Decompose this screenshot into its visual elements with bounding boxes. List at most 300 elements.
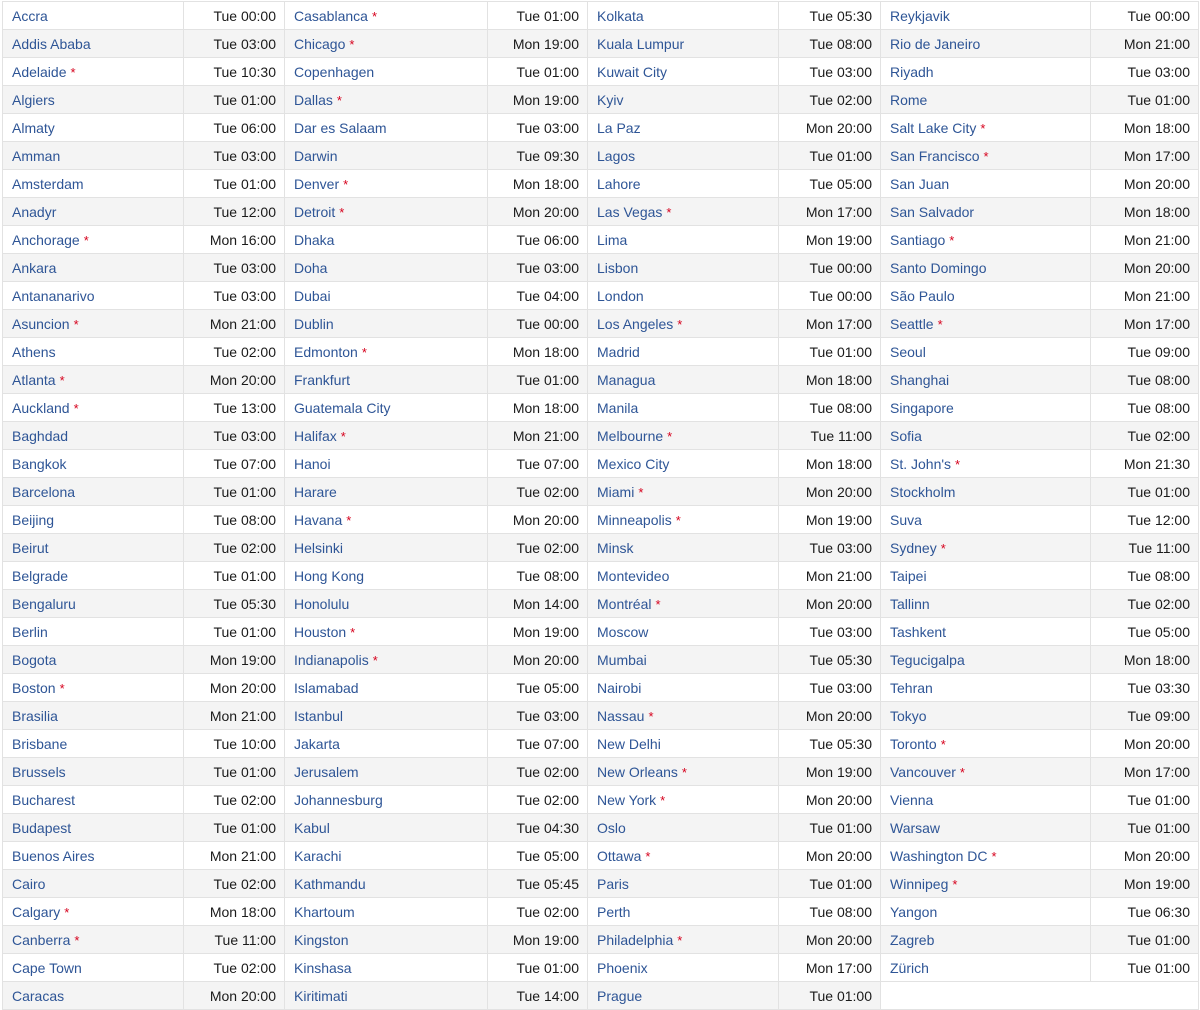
city-link[interactable]: Seattle — [890, 315, 934, 332]
city-link[interactable]: Manila — [597, 399, 639, 416]
city-cell — [285, 786, 488, 814]
table-row — [3, 618, 1199, 646]
city-cell — [3, 982, 184, 1010]
city-link[interactable]: Zagreb — [890, 931, 935, 948]
city-link[interactable]: Singapore — [890, 399, 954, 416]
time-value: Tue 02:00 — [488, 478, 588, 506]
time-value: Tue 03:00 — [779, 618, 881, 646]
city-link[interactable]: Tegucigalpa — [890, 651, 965, 668]
city-link[interactable]: Karachi — [294, 847, 342, 864]
city-link[interactable]: Tokyo — [890, 707, 927, 724]
time-value: Tue 08:00 — [779, 394, 881, 422]
city-link[interactable]: Asuncion — [12, 315, 70, 332]
city-link[interactable]: Managua — [597, 371, 656, 388]
dst-indicator: * — [677, 316, 683, 332]
city-link[interactable]: Toronto — [890, 735, 937, 752]
city-cell — [285, 30, 488, 58]
city-link[interactable]: Auckland — [12, 399, 70, 416]
city-link[interactable]: San Salvador — [890, 203, 975, 220]
city-cell — [588, 58, 779, 86]
time-value: Mon 21:00 — [1091, 282, 1199, 310]
city-link[interactable]: Bogota — [12, 651, 57, 668]
city-link[interactable]: Kolkata — [597, 7, 644, 24]
city-link[interactable]: Brasilia — [12, 707, 58, 724]
city-cell — [285, 2, 488, 30]
city-link[interactable]: Belgrade — [12, 567, 69, 584]
city-cell — [588, 982, 779, 1010]
city-cell — [881, 198, 1091, 226]
city-link[interactable]: Vancouver — [890, 763, 956, 780]
city-link[interactable]: Montevideo — [597, 567, 670, 584]
city-link[interactable]: Lima — [597, 231, 628, 248]
city-link[interactable]: Darwin — [294, 147, 338, 164]
city-cell — [881, 86, 1091, 114]
city-link[interactable]: Tallinn — [890, 595, 930, 612]
city-cell — [588, 30, 779, 58]
city-link[interactable]: Canberra — [12, 931, 71, 948]
time-value: Tue 05:00 — [779, 170, 881, 198]
city-cell — [3, 114, 184, 142]
city-link[interactable]: San Francisco — [890, 147, 980, 164]
city-link[interactable]: Honolulu — [294, 595, 350, 612]
city-link[interactable]: Havana — [294, 511, 343, 528]
dst-indicator: * — [983, 148, 989, 164]
time-value: Mon 21:00 — [488, 422, 588, 450]
dst-indicator: * — [648, 708, 654, 724]
time-value: Tue 01:00 — [779, 142, 881, 170]
city-link[interactable]: Atlanta — [12, 371, 56, 388]
city-link[interactable]: Miami — [597, 483, 635, 500]
city-cell — [588, 142, 779, 170]
city-link[interactable]: Riyadh — [890, 63, 934, 80]
city-cell — [3, 254, 184, 282]
city-cell — [285, 254, 488, 282]
table-row — [3, 142, 1199, 170]
city-cell — [285, 310, 488, 338]
time-value: Tue 07:00 — [488, 450, 588, 478]
city-link[interactable]: Lisbon — [597, 259, 639, 276]
city-link[interactable]: Halifax — [294, 427, 337, 444]
city-link[interactable]: Bangkok — [12, 455, 67, 472]
city-cell — [588, 786, 779, 814]
table-row — [3, 226, 1199, 254]
dst-indicator: * — [59, 372, 65, 388]
city-cell — [285, 954, 488, 982]
time-value: Tue 08:00 — [1091, 394, 1199, 422]
city-link[interactable]: Amman — [12, 147, 61, 164]
city-link[interactable]: Oslo — [597, 819, 626, 836]
table-row — [3, 982, 1199, 1010]
city-link[interactable]: Istanbul — [294, 707, 344, 724]
city-link[interactable]: Amsterdam — [12, 175, 84, 192]
city-link[interactable]: Barcelona — [12, 483, 76, 500]
dst-indicator: * — [937, 316, 943, 332]
city-link[interactable]: Ankara — [12, 259, 57, 276]
city-link[interactable]: Bucharest — [12, 791, 76, 808]
city-link[interactable]: Cairo — [12, 875, 46, 892]
city-cell — [3, 758, 184, 786]
time-value: Tue 03:00 — [184, 30, 285, 58]
time-value: Tue 03:00 — [184, 254, 285, 282]
dst-indicator: * — [73, 400, 79, 416]
time-value: Tue 05:00 — [1091, 618, 1199, 646]
time-value: Mon 20:00 — [1091, 170, 1199, 198]
city-link[interactable]: Kingston — [294, 931, 349, 948]
city-link[interactable]: Kinshasa — [294, 959, 352, 976]
city-link[interactable]: Lagos — [597, 147, 636, 164]
city-link[interactable]: Dar es Salaam — [294, 119, 387, 136]
time-value: Tue 08:00 — [488, 562, 588, 590]
time-value: Mon 21:00 — [1091, 30, 1199, 58]
time-value: Mon 18:00 — [488, 394, 588, 422]
time-value: Tue 03:00 — [1091, 58, 1199, 86]
city-link[interactable]: Lahore — [597, 175, 641, 192]
city-cell — [285, 870, 488, 898]
time-value: Tue 02:00 — [184, 786, 285, 814]
time-value: Tue 01:00 — [1091, 954, 1199, 982]
city-cell — [285, 366, 488, 394]
city-link[interactable]: Shanghai — [890, 371, 950, 388]
city-link[interactable]: Baghdad — [12, 427, 69, 444]
city-link[interactable]: Beirut — [12, 539, 49, 556]
city-link[interactable]: Suva — [890, 511, 922, 528]
city-link[interactable]: Mumbai — [597, 651, 647, 668]
city-cell — [285, 58, 488, 86]
city-cell — [285, 114, 488, 142]
time-value: Mon 21:00 — [1091, 226, 1199, 254]
city-link[interactable]: Dhaka — [294, 231, 335, 248]
time-value: Tue 12:00 — [1091, 506, 1199, 534]
dst-indicator: * — [74, 932, 80, 948]
city-link[interactable]: Rome — [890, 91, 928, 108]
city-link[interactable]: Denver — [294, 175, 340, 192]
city-link[interactable]: Hanoi — [294, 455, 331, 472]
city-link[interactable]: Philadelphia — [597, 931, 674, 948]
time-value: Mon 20:00 — [779, 702, 881, 730]
city-link[interactable]: Calgary — [12, 903, 61, 920]
city-link[interactable]: Frankfurt — [294, 371, 351, 388]
city-link[interactable]: Adelaide — [12, 63, 67, 80]
city-link[interactable]: Casablanca — [294, 7, 368, 24]
city-link[interactable]: Paris — [597, 875, 629, 892]
city-link[interactable]: Santiago — [890, 231, 946, 248]
city-cell — [588, 842, 779, 870]
time-value: Tue 01:00 — [488, 58, 588, 86]
city-cell — [588, 422, 779, 450]
city-link[interactable]: Anchorage — [12, 231, 80, 248]
city-link[interactable]: Cape Town — [12, 959, 82, 976]
city-cell — [881, 338, 1091, 366]
city-cell — [285, 338, 488, 366]
city-cell — [3, 338, 184, 366]
city-link[interactable]: São Paulo — [890, 287, 955, 304]
city-link[interactable]: Almaty — [12, 119, 55, 136]
time-value: Tue 09:00 — [1091, 702, 1199, 730]
city-link[interactable]: St. John's — [890, 455, 952, 472]
time-value: Mon 19:00 — [779, 758, 881, 786]
city-link[interactable]: Buenos Aires — [12, 847, 95, 864]
city-link[interactable]: Ottawa — [597, 847, 642, 864]
city-link[interactable]: Indianapolis — [294, 651, 369, 668]
city-cell — [588, 338, 779, 366]
city-link[interactable]: Budapest — [12, 819, 72, 836]
city-link[interactable]: Kathmandu — [294, 875, 366, 892]
city-link[interactable]: Las Vegas — [597, 203, 663, 220]
city-link[interactable]: Khartoum — [294, 903, 355, 920]
table-row — [3, 478, 1199, 506]
city-cell — [588, 2, 779, 30]
dst-indicator: * — [949, 232, 955, 248]
city-link[interactable]: Sofia — [890, 427, 922, 444]
time-value: Tue 01:00 — [1091, 786, 1199, 814]
city-link[interactable]: Johannesburg — [294, 791, 383, 808]
time-value: Mon 19:00 — [488, 86, 588, 114]
city-link[interactable]: Brussels — [12, 763, 66, 780]
city-link[interactable]: Kuala Lumpur — [597, 35, 685, 52]
city-link[interactable]: Seoul — [890, 343, 926, 360]
city-link[interactable]: Salt Lake City — [890, 119, 977, 136]
city-link[interactable]: New Delhi — [597, 735, 661, 752]
dst-indicator: * — [666, 204, 672, 220]
time-value: Tue 04:00 — [488, 282, 588, 310]
time-value: Tue 11:00 — [184, 926, 285, 954]
city-cell — [881, 898, 1091, 926]
table-row — [3, 30, 1199, 58]
city-link[interactable]: Melbourne — [597, 427, 664, 444]
time-value: Mon 20:00 — [779, 786, 881, 814]
time-value: Mon 18:00 — [779, 450, 881, 478]
city-link[interactable]: Minneapolis — [597, 511, 672, 528]
time-value: Tue 01:00 — [184, 478, 285, 506]
city-link[interactable]: Stockholm — [890, 483, 956, 500]
city-cell — [588, 114, 779, 142]
time-value: Tue 01:00 — [488, 954, 588, 982]
city-link[interactable]: Edmonton — [294, 343, 358, 360]
city-cell — [881, 310, 1091, 338]
city-link[interactable]: Berlin — [12, 623, 48, 640]
city-cell — [285, 758, 488, 786]
city-cell — [588, 310, 779, 338]
city-link[interactable]: Boston — [12, 679, 56, 696]
city-cell — [285, 534, 488, 562]
time-value: Mon 14:00 — [488, 590, 588, 618]
city-link[interactable]: Perth — [597, 903, 631, 920]
table-row — [3, 758, 1199, 786]
time-value: Mon 20:00 — [488, 506, 588, 534]
time-value: Tue 03:00 — [488, 114, 588, 142]
city-cell — [285, 478, 488, 506]
city-link[interactable]: Kuwait City — [597, 63, 668, 80]
table-row — [3, 310, 1199, 338]
city-cell — [3, 198, 184, 226]
city-link[interactable]: Moscow — [597, 623, 649, 640]
city-link[interactable]: Dubai — [294, 287, 331, 304]
time-value: Tue 08:00 — [779, 898, 881, 926]
time-value: Tue 00:00 — [184, 2, 285, 30]
city-link[interactable]: Bengaluru — [12, 595, 76, 612]
city-link[interactable]: Warsaw — [890, 819, 941, 836]
city-link[interactable]: Kiritimati — [294, 987, 348, 1004]
dst-indicator: * — [660, 792, 666, 808]
city-link[interactable]: Tashkent — [890, 623, 947, 640]
table-row — [3, 86, 1199, 114]
city-link[interactable]: Dallas — [294, 91, 333, 108]
table-row — [3, 590, 1199, 618]
city-cell — [881, 226, 1091, 254]
city-link[interactable]: Antananarivo — [12, 287, 95, 304]
time-value: Mon 18:00 — [184, 898, 285, 926]
city-link[interactable]: Madrid — [597, 343, 640, 360]
city-link[interactable]: Dublin — [294, 315, 334, 332]
city-link[interactable]: Phoenix — [597, 959, 648, 976]
city-cell — [3, 86, 184, 114]
time-value: Tue 06:00 — [488, 226, 588, 254]
city-cell — [285, 86, 488, 114]
time-value: Tue 05:30 — [779, 646, 881, 674]
city-link[interactable]: Harare — [294, 483, 337, 500]
time-value: Tue 05:30 — [184, 590, 285, 618]
city-link[interactable]: Hong Kong — [294, 567, 365, 584]
city-cell — [881, 562, 1091, 590]
city-link[interactable]: Anadyr — [12, 203, 57, 220]
city-cell — [588, 478, 779, 506]
city-link[interactable]: Caracas — [12, 987, 65, 1004]
dst-indicator: * — [681, 764, 687, 780]
city-link[interactable]: Jerusalem — [294, 763, 359, 780]
city-link[interactable]: Kyiv — [597, 91, 624, 108]
city-cell — [588, 282, 779, 310]
city-cell — [285, 702, 488, 730]
time-value: Mon 20:00 — [488, 198, 588, 226]
city-link[interactable]: Accra — [12, 7, 48, 24]
dst-indicator: * — [675, 512, 681, 528]
table-row — [3, 450, 1199, 478]
time-value: Tue 03:00 — [184, 142, 285, 170]
city-cell — [881, 926, 1091, 954]
time-value: Mon 17:00 — [1091, 142, 1199, 170]
city-cell — [3, 562, 184, 590]
city-link[interactable]: Brisbane — [12, 735, 68, 752]
time-value: Tue 05:00 — [488, 842, 588, 870]
city-cell — [3, 954, 184, 982]
city-cell — [588, 730, 779, 758]
city-link[interactable]: Reykjavik — [890, 7, 950, 24]
time-value: Tue 00:00 — [779, 282, 881, 310]
city-cell — [881, 2, 1091, 30]
time-value: Tue 02:00 — [488, 534, 588, 562]
time-value: Tue 00:00 — [488, 310, 588, 338]
time-value: Tue 00:00 — [1091, 2, 1199, 30]
city-link[interactable]: La Paz — [597, 119, 641, 136]
city-link[interactable]: San Juan — [890, 175, 950, 192]
city-link[interactable]: London — [597, 287, 644, 304]
city-link[interactable]: Kabul — [294, 819, 330, 836]
time-value: Mon 19:00 — [779, 226, 881, 254]
time-value: Mon 19:00 — [488, 926, 588, 954]
city-cell — [285, 506, 488, 534]
city-link[interactable]: Washington DC — [890, 847, 988, 864]
time-value: Tue 08:00 — [184, 506, 285, 534]
city-link[interactable]: Houston — [294, 623, 347, 640]
city-cell — [881, 786, 1091, 814]
city-link[interactable]: Copenhagen — [294, 63, 375, 80]
time-value: Tue 01:00 — [184, 814, 285, 842]
city-link[interactable]: Guatemala City — [294, 399, 391, 416]
table-row — [3, 2, 1199, 30]
city-link[interactable]: Los Angeles — [597, 315, 674, 332]
time-value: Mon 18:00 — [1091, 198, 1199, 226]
city-link[interactable]: Mexico City — [597, 455, 670, 472]
time-value: Tue 03:00 — [184, 282, 285, 310]
city-link[interactable]: Islamabad — [294, 679, 359, 696]
city-cell — [588, 534, 779, 562]
time-value: Tue 01:00 — [779, 814, 881, 842]
city-link[interactable]: Tehran — [890, 679, 933, 696]
city-link[interactable]: Montréal — [597, 595, 652, 612]
city-link[interactable]: Yangon — [890, 903, 938, 920]
time-value: Tue 01:00 — [1091, 926, 1199, 954]
time-value: Tue 05:45 — [488, 870, 588, 898]
city-link[interactable]: Athens — [12, 343, 56, 360]
city-cell — [881, 814, 1091, 842]
time-value: Mon 18:00 — [779, 366, 881, 394]
city-link[interactable]: Detroit — [294, 203, 336, 220]
city-cell — [881, 478, 1091, 506]
city-link[interactable]: Rio de Janeiro — [890, 35, 981, 52]
dst-indicator: * — [638, 484, 644, 500]
time-value: Mon 18:00 — [488, 170, 588, 198]
time-value: Mon 17:00 — [1091, 758, 1199, 786]
city-link[interactable]: Helsinki — [294, 539, 344, 556]
city-cell — [588, 254, 779, 282]
time-value: Tue 02:00 — [488, 786, 588, 814]
time-value: Mon 20:00 — [184, 366, 285, 394]
city-link[interactable]: New Orleans — [597, 763, 678, 780]
city-link[interactable]: Taipei — [890, 567, 927, 584]
time-value: Mon 19:00 — [488, 30, 588, 58]
city-link[interactable]: Jakarta — [294, 735, 340, 752]
city-link[interactable]: Prague — [597, 987, 643, 1004]
time-value: Mon 19:00 — [1091, 870, 1199, 898]
city-link[interactable]: Santo Domingo — [890, 259, 987, 276]
city-link[interactable]: Beijing — [12, 511, 55, 528]
time-value: Mon 18:00 — [1091, 114, 1199, 142]
city-link[interactable]: Vienna — [890, 791, 934, 808]
time-value: Tue 10:30 — [184, 58, 285, 86]
city-cell — [3, 506, 184, 534]
time-value: Tue 00:00 — [779, 254, 881, 282]
city-link[interactable]: Nairobi — [597, 679, 642, 696]
city-cell — [588, 898, 779, 926]
city-link[interactable]: Doha — [294, 259, 328, 276]
city-cell — [881, 870, 1091, 898]
city-link[interactable]: Winnipeg — [890, 875, 949, 892]
time-value: Tue 10:00 — [184, 730, 285, 758]
city-link[interactable]: Addis Ababa — [12, 35, 91, 52]
city-link[interactable]: Minsk — [597, 539, 634, 556]
city-cell — [881, 534, 1091, 562]
city-link[interactable]: Sydney — [890, 539, 937, 556]
time-value: Mon 20:00 — [1091, 254, 1199, 282]
city-link[interactable]: Zürich — [890, 959, 929, 976]
city-link[interactable]: Algiers — [12, 91, 55, 108]
table-row — [3, 646, 1199, 674]
city-cell — [3, 814, 184, 842]
city-link[interactable]: New York — [597, 791, 657, 808]
city-link[interactable]: Chicago — [294, 35, 346, 52]
time-value: Tue 03:00 — [488, 254, 588, 282]
city-link[interactable]: Nassau — [597, 707, 645, 724]
